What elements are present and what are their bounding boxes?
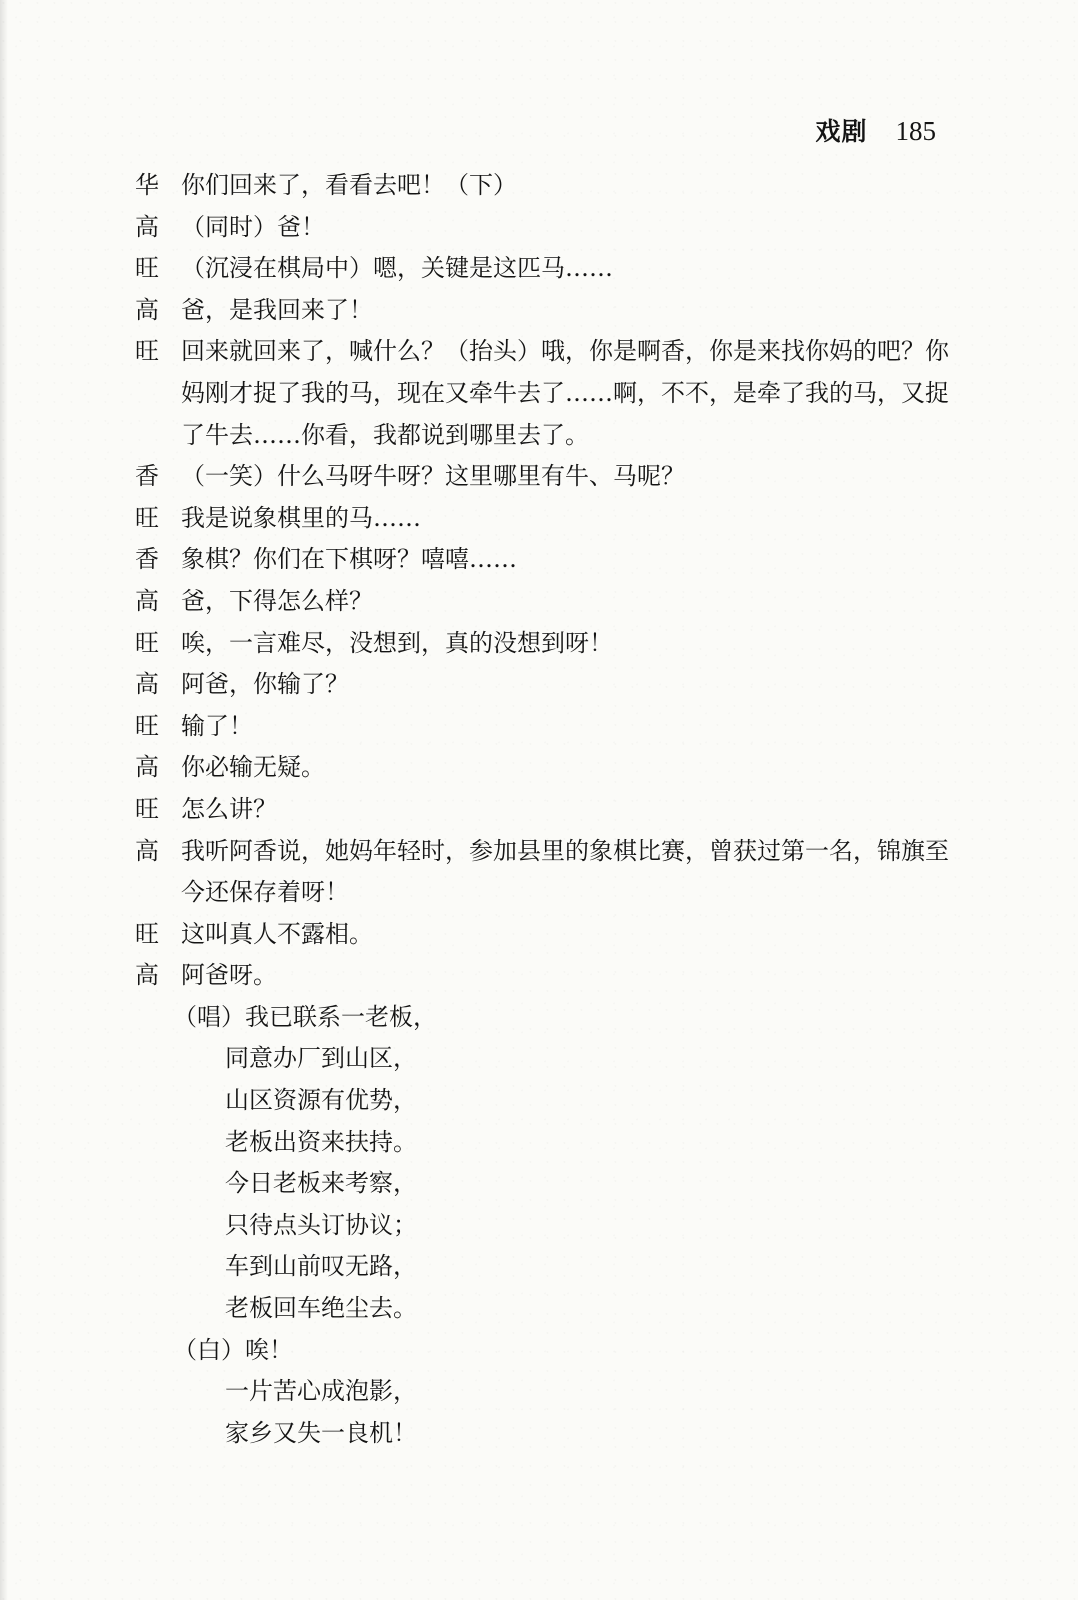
dialogue-text: 阿爸呀。 [181,961,277,990]
dialogue-line [135,165,955,207]
speaker-label: 高 [135,670,159,699]
dialogue-text: 了牛去……你看，我都说到哪里去了。 [181,420,589,449]
verse-text: 车到山前叹无路， [225,1252,417,1281]
dialogue-text: 阿爸，你输了？ [181,670,349,699]
dialogue-line [135,581,955,623]
dialogue-continuation [135,373,955,415]
dialogue-continuation [135,415,955,457]
verse-text: 老板出资来扶持。 [225,1127,417,1156]
dialogue-line [135,290,955,332]
dialogue-text: 这叫真人不露相。 [181,919,373,948]
verse-line [135,1205,955,1247]
dialogue-line [135,498,955,540]
verse-text: 同意办厂到山区， [225,1044,417,1073]
speaker-label: 高 [135,753,159,782]
speaker-label: 旺 [135,337,159,366]
speaker-label: 高 [135,961,159,990]
dialogue-line [135,831,955,873]
verse-line [135,1288,955,1330]
dialogue-line [135,207,955,249]
dialogue-text: 今还保存着呀！ [181,878,349,907]
dialogue-line [135,664,955,706]
dialogue-text: 你们回来了，看看去吧！（下） [181,171,517,199]
dialogue-line [135,248,955,290]
page-number: 185 [895,116,936,146]
dialogue-line [135,331,955,373]
running-header [815,112,936,148]
dialogue-line [135,539,955,581]
dialogue-line [135,914,955,956]
dialogue-text: 我是说象棋里的马…… [181,503,421,532]
verse-text: 今日老板来考察， [225,1169,417,1198]
verse-line [135,1122,955,1164]
verse-line [135,1038,955,1080]
speaker-label: 高 [135,836,159,865]
dialogue-line [135,456,955,498]
verse-line [135,1163,955,1205]
speaker-label: 高 [135,586,159,615]
dialogue-text: （一笑）什么马呀牛呀？这里哪里有牛、马呢？ [181,462,685,491]
speaker-label: 华 [135,171,159,199]
dialogue-text: 唉，一言难尽，没想到，真的没想到呀！ [181,628,613,657]
dialogue-text: 我听阿香说，她妈年轻时，参加县里的象棋比赛，曾获过第一名，锦旗至 [181,836,949,865]
dialogue-continuation [135,872,955,914]
speaker-label: 旺 [135,628,159,657]
verse-text: 只待点头订协议； [225,1210,417,1239]
song-intro-text: （唱）我已联系一老板， [173,1002,437,1031]
section-title: 戏剧 [815,117,868,146]
script-body [135,165,955,1454]
dialogue-text: 回来就回来了，喊什么？（抬头）哦，你是啊香，你是来找你妈的吧？你 [181,337,949,366]
dialogue-line [135,706,955,748]
speaker-label: 旺 [135,711,159,740]
dialogue-text: （沉浸在棋局中）嗯，关键是这匹马…… [181,254,613,283]
dialogue-text: 怎么讲？ [181,794,277,823]
speaker-label: 高 [135,295,159,324]
dialogue-line [135,789,955,831]
dialogue-text: 妈刚才捉了我的马，现在又牵牛去了……啊，不不，是牵了我的马，又捉 [181,378,949,407]
dialogue-text: （同时）爸！ [181,212,325,241]
verse-line [135,1371,955,1413]
verse-text: 山区资源有优势， [225,1086,417,1115]
dialogue-text: 爸，是我回来了！ [181,295,373,324]
verse-text: 一片苦心成泡影， [225,1377,417,1406]
speaker-label: 旺 [135,794,159,823]
speaker-label: 高 [135,212,159,241]
verse-line [135,1246,955,1288]
dialogue-line [135,623,955,665]
dialogue-text: 象棋？你们在下棋呀？嘻嘻…… [181,545,517,574]
page-binding-shadow [0,0,8,1600]
dialogue-text: 你必输无疑。 [181,753,325,782]
verse-line [135,1413,955,1455]
speaker-label: 香 [135,462,159,491]
spoken-intro-text: （白）唉！ [173,1335,293,1364]
verse-text: 老板回车绝尘去。 [225,1294,417,1323]
dialogue-text: 爸，下得怎么样？ [181,586,373,615]
dialogue-text: 输了！ [181,711,253,740]
verse-line [135,1080,955,1122]
spoken-intro-line [135,1330,955,1372]
song-intro-line [135,997,955,1039]
speaker-label: 香 [135,545,159,574]
verse-text: 家乡又失一良机！ [225,1418,417,1447]
speaker-label: 旺 [135,254,159,283]
speaker-label: 旺 [135,919,159,948]
dialogue-line [135,747,955,789]
speaker-label: 旺 [135,503,159,532]
dialogue-line [135,955,955,997]
